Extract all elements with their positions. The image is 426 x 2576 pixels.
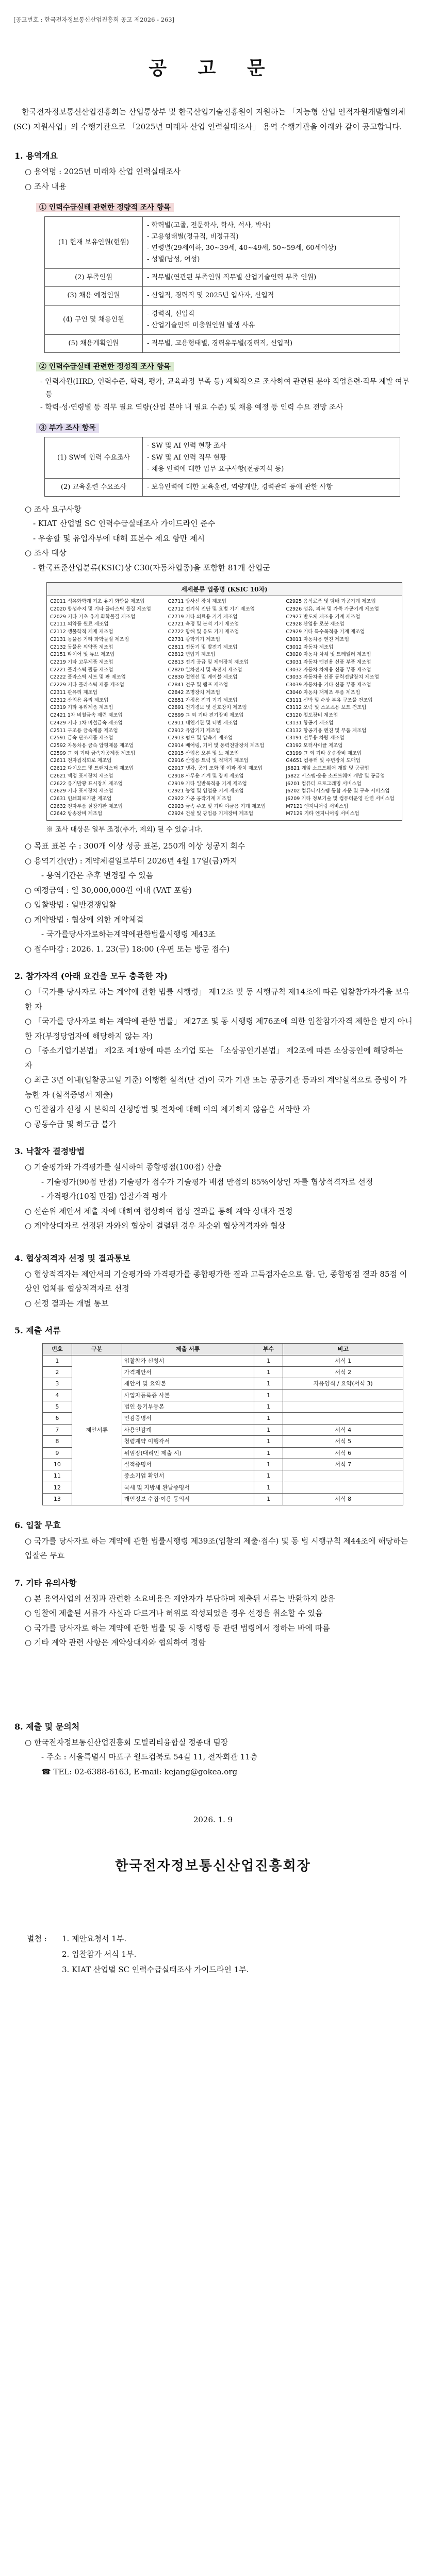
table-cell: 자유양식 / 요약(서식 3) xyxy=(283,1378,403,1389)
list-item: - 주소 : 서울특별시 마포구 월드컵북로 54길 11, 전자회관 11층 xyxy=(41,1752,258,1762)
table-cell: 8 xyxy=(43,1436,72,1447)
page-title: 공 고 문 xyxy=(149,57,277,79)
table-cell: 입찰참가 신청서 xyxy=(122,1355,254,1366)
section-5-heading: 5. 제출 서류 xyxy=(14,1326,61,1336)
list-item: ○ 최근 3년 이내(입찰공고일 기준) 이행한 실적(단 건)이 국가 기관 또는 공공기관 등과의 계약실적으로 증빙이 가능한 자 (실적증명서 제출) xyxy=(25,1075,407,1099)
sector-item: C2923 금속 주조 및 기타 야금용 기계 제조업 xyxy=(168,803,266,809)
table-cell: 7 xyxy=(43,1424,72,1435)
table-cell: 가격제안서 xyxy=(122,1366,254,1378)
intro-paragraph: 한국전자정보통신산업진흥회는 산업통상부 및 한국산업기술진흥원이 지원하는 「지능형 산업 인적자원개발협의체(SC) 지원사업」의 수행기관으로 「2025년 미래차 산업 인력실태조사」 용역 수행기관을 아래와 같이 공고합니다. xyxy=(13,107,405,131)
sector-item: C2812 변압기 제조업 xyxy=(168,652,216,658)
selection-list xyxy=(13,1267,413,1311)
table-cell: 1 xyxy=(254,1447,283,1459)
attachments xyxy=(27,1931,413,1977)
list-item: ○ 입찰방법 : 일반경쟁입찰 xyxy=(25,900,117,910)
invalid-bid-list xyxy=(13,1534,413,1563)
sector-item: C2629 기타 표시장치 제조업 xyxy=(50,788,113,794)
sector-item: C2928 산업용 로봇 제조업 xyxy=(286,621,345,628)
table-row: (2) 부족인원 - 직무별(연관된 부족인원 직무별 산업기술인력 부족 인원) xyxy=(45,269,400,287)
list-item: - 가격평가(10점 만점) 입찰가격 평가 xyxy=(41,1192,167,1201)
table-cell xyxy=(283,1413,403,1424)
table-cell: 실적증명서 xyxy=(122,1459,254,1470)
sector-item: C2721 측정 및 분석 기기 제조업 xyxy=(168,621,239,628)
additional-items-heading: ③ 부가 조사 항목 xyxy=(36,422,413,433)
sector-item: C2312 산업용 유리 제조업 xyxy=(50,697,109,703)
list-item: ○ 한국전자정보통신산업진흥회 모빌리티융합실 정종대 팀장 xyxy=(25,1737,228,1747)
sector-item: C2912 유압기기 제조업 xyxy=(168,727,220,734)
table-cell: 10 xyxy=(43,1459,72,1470)
sector-item: C3111 선박 및 수상 부유 구조물 건조업 xyxy=(286,697,373,703)
list-item: ○ 목표 표본 수 : 300개 이상 성공 표본, 250개 이상 성공지 회수 xyxy=(25,841,245,851)
table-cell: 13 xyxy=(43,1494,72,1505)
section-4-heading: 4. 협상적격자 선정 및 결과통보 xyxy=(14,1253,130,1263)
table-cell: 1 xyxy=(254,1413,283,1424)
qualitative-items-heading: ② 인력수급실태 관련한 정성적 조사 항목 xyxy=(36,361,413,371)
sector-item: C3112 오락 및 스포츠용 보트 건조업 xyxy=(286,705,367,711)
sector-item: C3031 자동차 엔진용 신품 부품 제조업 xyxy=(286,659,371,666)
sector-item: C2927 반도체 제조용 기계 제조업 xyxy=(286,614,361,620)
sector-item: C2621 액정 표시장치 제조업 xyxy=(50,773,113,779)
list-item: ○ 접수마감 : 2026. 1. 23(금) 18:00 (우편 또는 방문 접수) xyxy=(25,944,230,954)
table-cell: 2 xyxy=(43,1366,72,1378)
project-name: ○ 용역명 : 2025년 미래차 산업 인력실태조사 xyxy=(25,167,181,176)
table-row xyxy=(43,1355,403,1366)
sector-column-3 xyxy=(286,598,399,818)
table-cell: 법인 등기부등본 xyxy=(122,1401,254,1413)
column-header: 비고 xyxy=(283,1344,403,1355)
sector-item: C2926 섬유, 의복 및 가죽 가공기계 제조업 xyxy=(286,606,379,612)
sector-item: C2842 조명장치 제조업 xyxy=(168,689,220,696)
sector-item: C2891 전기경보 및 신호장치 제조업 xyxy=(168,705,247,711)
list-item: - 용역기간은 추후 변경될 수 있음 xyxy=(41,871,154,880)
sector-item: C3199 그 외 기타 운송장비 제조업 xyxy=(286,750,362,756)
sector-item: C2611 전자집적회로 제조업 xyxy=(50,758,112,764)
sector-item: C3020 자동차 차체 및 트레일러 제조업 xyxy=(286,652,371,658)
announcement-number: [공고번호 : 한국전자정보통신산업진흥회 공고 제2026 - 263] xyxy=(13,16,175,23)
list-item: ○ 계약상대자로 선정된 자와의 협상이 결렬된 경우 차순위 협상적격자와 협상 xyxy=(25,1221,286,1231)
sector-item: C2591 금속 단조제품 제조업 xyxy=(50,735,113,741)
table-cell: 1 xyxy=(254,1424,283,1435)
group-cell: 제안서류 xyxy=(72,1355,122,1505)
list-item: ○ 용역기간(안) : 계약체결일로부터 2026년 4월 17일(금)까지 xyxy=(25,856,238,866)
notes-list xyxy=(13,1591,413,1650)
table-cell: 1 xyxy=(254,1482,283,1493)
sector-item: J6201 컴퓨터 프로그래밍 서비스업 xyxy=(286,781,362,787)
sector-item: C2918 사무용 기계 및 장비 제조업 xyxy=(168,773,244,779)
table-cell: 1 xyxy=(254,1389,283,1401)
sector-item: C2631 인쇄회로기판 제조업 xyxy=(50,795,112,802)
list-item: - 기술평가(90점 만점) 기술평가 점수가 기술평가 배점 만점의 85%이상인 자를 협상적격자로 선정 xyxy=(41,1177,373,1187)
list-item: ○ 입찰참가 신청 시 본회의 신청방법 및 절차에 대해 이의 제기하지 않음을 서약한 자 xyxy=(25,1105,310,1114)
sector-item: C2922 가공 공작기계 제조업 xyxy=(168,795,232,802)
contact-list xyxy=(13,1735,413,1780)
sector-item: C3012 자동차 제조업 xyxy=(286,644,334,650)
list-item: ☎ TEL: 02-6388-6163, E-mail: kejang@gokea.org xyxy=(41,1767,238,1776)
sector-item: J5822 시스템·응용 소프트웨어 개발 및 공급업 xyxy=(286,773,385,779)
survey-requirement: - KIAT 산업별 SC 인력수급실태조사 가이드라인 준수 xyxy=(33,519,216,529)
sector-item: C2319 기타 유리제품 제조업 xyxy=(50,705,113,711)
table-cell: 서식 2 xyxy=(283,1366,403,1378)
table-cell: 1 xyxy=(254,1355,283,1366)
sector-item: C2311 판유리 제조업 xyxy=(50,689,97,696)
award-method-list xyxy=(13,1160,413,1233)
sector-item: C2820 일차전지 및 축전지 제조업 xyxy=(168,667,242,673)
sector-item: C2830 절연선 및 케이블 제조업 xyxy=(168,674,238,681)
sector-item: C2851 가정용 전기 기기 제조업 xyxy=(168,697,238,703)
sector-item: C2911 내연기관 및 터빈 제조업 xyxy=(168,720,238,726)
list-item: ○ 협상적격자는 제안서의 기술평가와 가격평가를 종합평가한 결과 고득점자순으로 함. 단, 종합평점 결과 85점 이상인 업체를 협상적격자로 선정 xyxy=(25,1269,407,1294)
table-cell: 4 xyxy=(43,1389,72,1401)
sector-item: C3011 자동차용 엔진 제조업 xyxy=(286,636,349,642)
section-7-heading: 7. 기타 유의사항 xyxy=(14,1578,77,1588)
table-cell: 6 xyxy=(43,1413,72,1424)
table-cell: 11 xyxy=(43,1470,72,1482)
qualitative-item: - 인력자원(HRD, 인력수준, 학력, 평가, 교육과정 부족 등) 계획적으로 조사하여 관련된 분야 직업훈련·직무 계발 여부 등 xyxy=(40,377,409,399)
table-cell: 서식 4 xyxy=(283,1424,403,1435)
sector-item: C2219 기타 고무제품 제조업 xyxy=(50,659,113,666)
sector-item: C2111 의약품 원료 제조업 xyxy=(50,621,109,628)
sector-item: C2711 방사선 장치 제조업 xyxy=(168,599,226,605)
table-cell: 사용인감계 xyxy=(122,1424,254,1435)
survey-target-label: ○ 조사 대상 xyxy=(25,548,67,558)
sector-item: C2229 기타 플라스틱 제품 제조업 xyxy=(50,682,124,688)
eligibility-list xyxy=(13,985,413,1131)
sector-item: C2222 플라스틱 시트 및 판 제조업 xyxy=(50,674,126,681)
table-cell: 중소기업 확인서 xyxy=(122,1470,254,1482)
survey-target: - 한국표준산업분류(KSIC)상 C30(자동차업종)을 포함한 81개 산업군 xyxy=(33,563,270,572)
quantitative-items-table xyxy=(44,216,400,353)
sector-item: C2841 전구 및 램프 제조업 xyxy=(168,682,228,688)
sector-item: C2632 전자부품 실장기판 제조업 xyxy=(50,803,123,809)
table-cell: 개인정보 수집·이용 동의서 xyxy=(122,1494,254,1505)
sector-item: C2915 산업용 오븐 및 노 제조업 xyxy=(168,750,239,756)
table-cell: 사업자등록증 사본 xyxy=(122,1389,254,1401)
table-row: (4) 구인 및 채용인원 - 경력직, 신입직 - 산업기술인력 미충원인원 발생 사유 xyxy=(45,305,400,334)
survey-content-label: ○ 조사 내용 xyxy=(25,181,67,191)
list-item: ○ 「국가를 당사자로 하는 계약에 관한 법률 시행령」 제12조 및 동 시행규칙 제14조에 따른 입찰참가자격을 보유한 자 xyxy=(25,987,410,1011)
list-item: ○ 선순위 제안서 제출 자에 대하여 협상하여 협상 결과를 통해 계약 상대자 결정 xyxy=(25,1206,293,1216)
table-cell: 3 xyxy=(43,1378,72,1389)
sector-item: M7129 기타 엔지니어링 서비스업 xyxy=(286,811,359,817)
section-8-heading: 8. 제출 및 문의처 xyxy=(14,1721,80,1732)
table-cell: 청렴계약 이행각서 xyxy=(122,1436,254,1447)
sector-item: C2642 방송장비 제조업 xyxy=(50,811,103,817)
table-cell: 1 xyxy=(254,1494,283,1505)
attachment-item: 2. 입찰참가 서식 1부. xyxy=(62,1950,137,1959)
list-item: ○ 입찰에 제출된 서류가 사실과 다르거나 허위로 작성되었을 경우 선정을 취소할 수 있음 xyxy=(25,1608,323,1618)
table-cell: 9 xyxy=(43,1447,72,1459)
sector-item: C2722 항해 및 유도 기기 제조업 xyxy=(168,629,239,635)
sector-list-caption: 세세분류 업종명 (KSIC 10차) xyxy=(47,583,402,596)
table-cell: 1 xyxy=(43,1355,72,1366)
section-2-heading: 2. 참가자격 (아래 요건을 모두 충족한 자) xyxy=(14,971,168,981)
table-cell: 1 xyxy=(254,1436,283,1447)
table-row: (1) 현재 보유인원(현원) - 학력별(고졸, 전문학사, 학사, 석사, 박사) - 고용형태별(정규직, 비정규직) - 연령별(29세이하, 30~39세, 40~49세, 50~59세, 60세이상) - 성별(남성, 여성) xyxy=(45,217,400,269)
list-item: ○ 「국가를 당사자로 하는 계약에 관한 법률」 제27조 및 동 시행령 제76조에 의한 입찰참가자격 제한을 받지 아니한 자(부정당업자에 해당하지 않는 자) xyxy=(25,1016,413,1041)
list-item: ○ 본 용역사업의 선정과 관련한 소요비용은 제안자가 부담하며 제출된 서류는 반환하지 않음 xyxy=(25,1594,335,1603)
sector-item: C2712 전기식 진단 및 요법 기기 제조업 xyxy=(168,606,255,612)
issuer-name: 한국전자정보통신산업진흥회장 xyxy=(115,1858,311,1874)
sector-item: C2925 음식료품 및 담배 가공기계 제조업 xyxy=(286,599,376,605)
table-cell: 서식 5 xyxy=(283,1436,403,1447)
list-item: ○ 기타 계약 관련 사항은 계약상대자와 협의하여 정함 xyxy=(25,1638,206,1648)
attachment-item: 3. KIAT 산업별 SC 인력수급실태조사 가이드라인 1부. xyxy=(62,1965,249,1975)
sector-item: C2731 광학기기 제조업 xyxy=(168,636,220,642)
sector-item: C2916 산업용 트럭 및 적재기 제조업 xyxy=(168,758,249,764)
sector-item: C2813 전기 공급 및 제어장치 제조업 xyxy=(168,659,249,666)
section-6-heading: 6. 입찰 무효 xyxy=(14,1520,61,1530)
sector-item: C2929 기타 특수목적용 기계 제조업 xyxy=(286,629,365,635)
sector-column-2 xyxy=(168,598,281,818)
sector-note: ※ 조사 대상은 일부 조정(추가, 제외) 될 수 있습니다. xyxy=(46,826,203,834)
sector-item: C2917 냉각, 공기 조화 및 여과 장치 제조업 xyxy=(168,766,263,772)
sector-item: C2131 동물용 기타 화학물질 제조업 xyxy=(50,636,129,642)
sector-item: C2511 구조용 금속제품 제조업 xyxy=(50,727,118,734)
sector-item: C3191 전투용 차량 제조업 xyxy=(286,735,345,741)
survey-requirements-label: ○ 조사 요구사항 xyxy=(25,504,81,514)
table-row: (5) 채용계획인원 - 직무별, 고용형태별, 경력유무별(경력직, 신입직) xyxy=(45,334,400,352)
sector-item: C3040 자동차 재제조 부품 제조업 xyxy=(286,689,361,696)
section-1-heading: 1. 용역개요 xyxy=(14,151,58,161)
sector-item: C3033 자동차용 신품 동력전달장치 제조업 xyxy=(286,674,379,681)
sector-item: C2913 펌프 및 압축기 제조업 xyxy=(168,735,233,741)
additional-items-table xyxy=(44,437,400,496)
column-header: 번호 xyxy=(43,1344,72,1355)
attachment-list xyxy=(27,1931,413,1977)
sector-column-1 xyxy=(50,598,163,818)
list-item: ○ 예정금액 : 일 30,000,000원 이내 (VAT 포함) xyxy=(25,885,192,895)
sector-item: C2811 전동기 및 발전기 제조업 xyxy=(168,644,238,650)
list-item: ○ 국가를 당사자로 하는 계약에 관한 법률시행령 제39조(입찰의 제출·접수) 및 동 법 시행규칙 제44조에 해당하는 입찰은 무효 xyxy=(25,1536,408,1561)
survey-requirement: - 우송할 및 유입자부에 대해 표본수 제요 항만 제시 xyxy=(33,533,205,543)
sector-item: C2612 다이오드 및 트랜지스터 제조업 xyxy=(50,766,134,772)
table-cell: 1 xyxy=(254,1366,283,1378)
sector-item: C3192 모터사이클 제조업 xyxy=(286,742,343,749)
sector-item: C2599 그 외 기타 금속가공제품 제조업 xyxy=(50,750,136,756)
sector-item: C2919 기타 일반목적용 기계 제조업 xyxy=(168,781,247,787)
list-item: ○ 「중소기업기본법」 제2조 제1항에 따른 소기업 또는 「소상공인기본법」 제2조에 따른 소상공인에 해당하는 자 xyxy=(25,1046,403,1070)
sector-item: C2151 타이어 및 튜브 제조업 xyxy=(50,652,115,658)
sector-item: C2011 석유화학계 기초 유기 화합물 제조업 xyxy=(50,599,145,605)
sector-item: C2592 자동차용 금속 압형제품 제조업 xyxy=(50,742,134,749)
section-3-heading: 3. 낙찰자 결정방법 xyxy=(14,1146,85,1157)
table-cell: 국세 및 지방세 완납증명서 xyxy=(122,1482,254,1493)
sector-item: C2914 베어링, 기어 및 동력전달장치 제조업 xyxy=(168,742,265,749)
table-cell: 1 xyxy=(254,1459,283,1470)
sector-item: J6202 컴퓨터시스템 통합 자문 및 구축 서비스업 xyxy=(286,788,390,794)
sector-item: J5821 게임 소프트웨어 개발 및 공급업 xyxy=(286,766,369,772)
documents-table xyxy=(42,1343,403,1505)
table-cell: 서식 7 xyxy=(283,1459,403,1470)
table-cell xyxy=(283,1470,403,1482)
sector-item: M7121 엔지니어링 서비스업 xyxy=(286,803,349,809)
sector-item: C3039 자동차용 기타 신품 부품 제조업 xyxy=(286,682,371,688)
qualitative-item: - 학력·성·연령별 등 직무 필요 역량(산업 분야 내 필요 수준) 및 채용 예정 등 인력 수요 전망 조사 xyxy=(40,403,343,412)
list-item: - 국가를당사자로하는계약에관한법률시행령 제43조 xyxy=(41,929,216,939)
table-cell: 1 xyxy=(254,1470,283,1482)
sector-item: C3032 자동차 차체용 신품 부품 제조업 xyxy=(286,667,371,673)
sector-item: C3120 철도장비 제조업 xyxy=(286,713,338,719)
sector-item: C2622 유기발광 표시장치 제조업 xyxy=(50,781,123,787)
sector-item: C2924 건설 및 광업용 기계장비 제조업 xyxy=(168,811,253,817)
sector-item: C2421 1차 비철금속 제련 제조업 xyxy=(50,713,123,719)
table-cell: 서식 6 xyxy=(283,1447,403,1459)
sector-item: C2132 동물용 의약품 제조업 xyxy=(50,644,113,650)
sector-item: C2221 플라스틱 필름 제조업 xyxy=(50,667,113,673)
sector-item: C2719 기타 의료용 기기 제조업 xyxy=(168,614,238,620)
sector-item: C2029 기타 기초 유기 화학물질 제조업 xyxy=(50,614,136,620)
table-cell: 서식 8 xyxy=(283,1494,403,1505)
sector-item: C2429 기타 1차 비철금속 제조업 xyxy=(50,720,123,726)
column-header: 구분 xyxy=(72,1344,122,1355)
sector-item: C3132 항공기용 엔진 및 부품 제조업 xyxy=(286,727,367,734)
table-row: (1) SW예 인력 수요조사 - SW 및 AI 인력 현황 조사 - SW 및 AI 인력 직무 현황 - 채용 인력에 대한 업무 요구사항(전공지식 등) xyxy=(45,437,400,478)
table-cell xyxy=(283,1482,403,1493)
list-item: ○ 기술평가와 가격평가를 실시하여 종합평점(100점) 산출 xyxy=(25,1162,222,1172)
list-item: ○ 공동수급 및 하도급 불가 xyxy=(25,1119,117,1129)
table-cell: 1 xyxy=(254,1401,283,1413)
announcement-date: 2026. 1. 9 xyxy=(193,1815,233,1825)
list-item: ○ 계약방법 : 협상에 의한 계약체결 xyxy=(25,914,144,924)
sector-item: C3131 항공기 제조업 xyxy=(286,720,334,726)
column-header: 부수 xyxy=(254,1344,283,1355)
table-cell: 제안서 및 요약본 xyxy=(122,1378,254,1389)
sector-item: C2112 생물학적 제제 제조업 xyxy=(50,629,113,635)
table-cell xyxy=(283,1401,403,1413)
table-cell: 1 xyxy=(254,1378,283,1389)
list-item: ○ 선정 결과는 개별 통보 xyxy=(25,1298,109,1308)
sector-item: G4651 컴퓨터 및 주변장치 도매업 xyxy=(286,758,361,764)
table-row: (2) 교육훈련 수요조사 - 보유인력에 대한 교육훈련, 역량개발, 경력관리 등에 관한 사항 xyxy=(45,478,400,496)
sector-item: J6209 기타 정보기술 및 컴퓨터운영 관련 서비스업 xyxy=(286,795,395,802)
table-cell xyxy=(283,1389,403,1401)
column-header: 제출 서류 xyxy=(122,1344,254,1355)
table-cell: 12 xyxy=(43,1482,72,1493)
attachment-item: 1. 제안요청서 1부. xyxy=(62,1934,127,1944)
sector-item: C2921 농업 및 임업용 기계 제조업 xyxy=(168,788,244,794)
table-cell: 인감증명서 xyxy=(122,1413,254,1424)
table-cell: 위임장(대리인 제출 시) xyxy=(122,1447,254,1459)
sector-item: C2020 합성수지 및 기타 플라스틱 물질 제조업 xyxy=(50,606,151,612)
table-cell: 5 xyxy=(43,1401,72,1413)
list-item: ○ 국가를 당사자로 하는 계약에 관한 법률 및 동 시행령 등 관련 법령에서 정하는 바에 따름 xyxy=(25,1623,330,1633)
project-terms-list xyxy=(13,839,413,956)
table-cell: 서식 1 xyxy=(283,1355,403,1366)
sector-item: C2899 그 외 기타 전기장비 제조업 xyxy=(168,713,244,719)
attachments-label: 별첨 : xyxy=(27,1934,47,1944)
quantitative-items-heading: ① 인력수급실태 관련한 정량적 조사 항목 xyxy=(36,202,413,212)
industry-sector-list xyxy=(46,582,402,821)
table-row: (3) 채용 예정인원 - 신입직, 경력직 및 2025년 입사자, 신입직 xyxy=(45,287,400,305)
